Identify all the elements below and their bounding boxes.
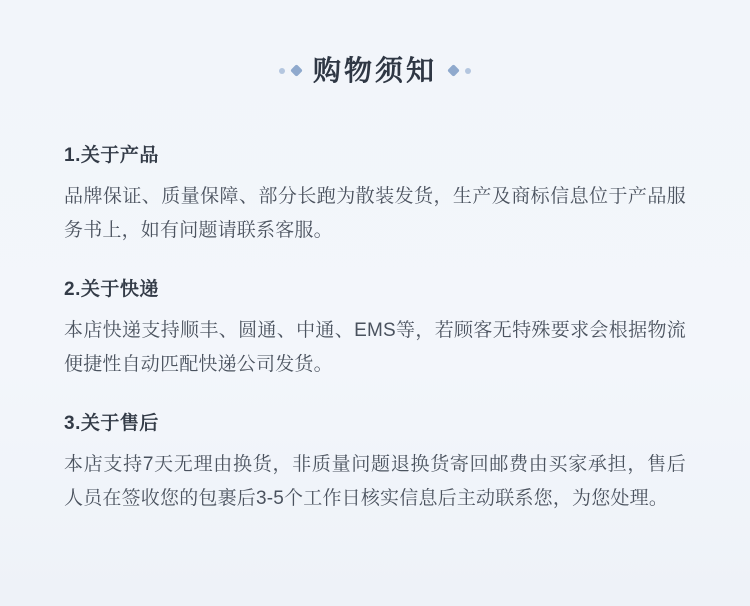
section-shipping [64, 274, 686, 382]
section-heading: 1.关于产品 [64, 144, 159, 166]
ornament-dot-small [465, 68, 471, 74]
section-heading: 2.关于快递 [64, 278, 159, 300]
page-title: 购物须知 [312, 54, 437, 86]
section-body: 品牌保证、质量保障、部分长跑为散装发货，生产及商标信息位于产品服务书上，如有问题请联系客服。 [64, 185, 686, 241]
section-after-sales [64, 408, 686, 516]
ornament-dot-small [279, 68, 285, 74]
ornament-diamond [290, 64, 303, 77]
notice-sections [64, 140, 686, 516]
ornament-diamond [447, 64, 460, 77]
section-body: 本店快递支持顺丰、圆通、中通、EMS等，若顾客无特殊要求会根据物流便捷性自动匹配快递公司发货。 [64, 319, 686, 375]
left-ornament-icon [279, 66, 301, 75]
section-heading: 3.关于售后 [64, 412, 159, 434]
section-body: 本店支持7天无理由换货，非质量问题退换货寄回邮费由买家承担，售后人员在签收您的包裹后3-5个工作日核实信息后主动联系您，为您处理。 [64, 453, 686, 509]
right-ornament-icon [449, 66, 471, 75]
section-product [64, 140, 686, 248]
page-title-row [64, 0, 686, 104]
